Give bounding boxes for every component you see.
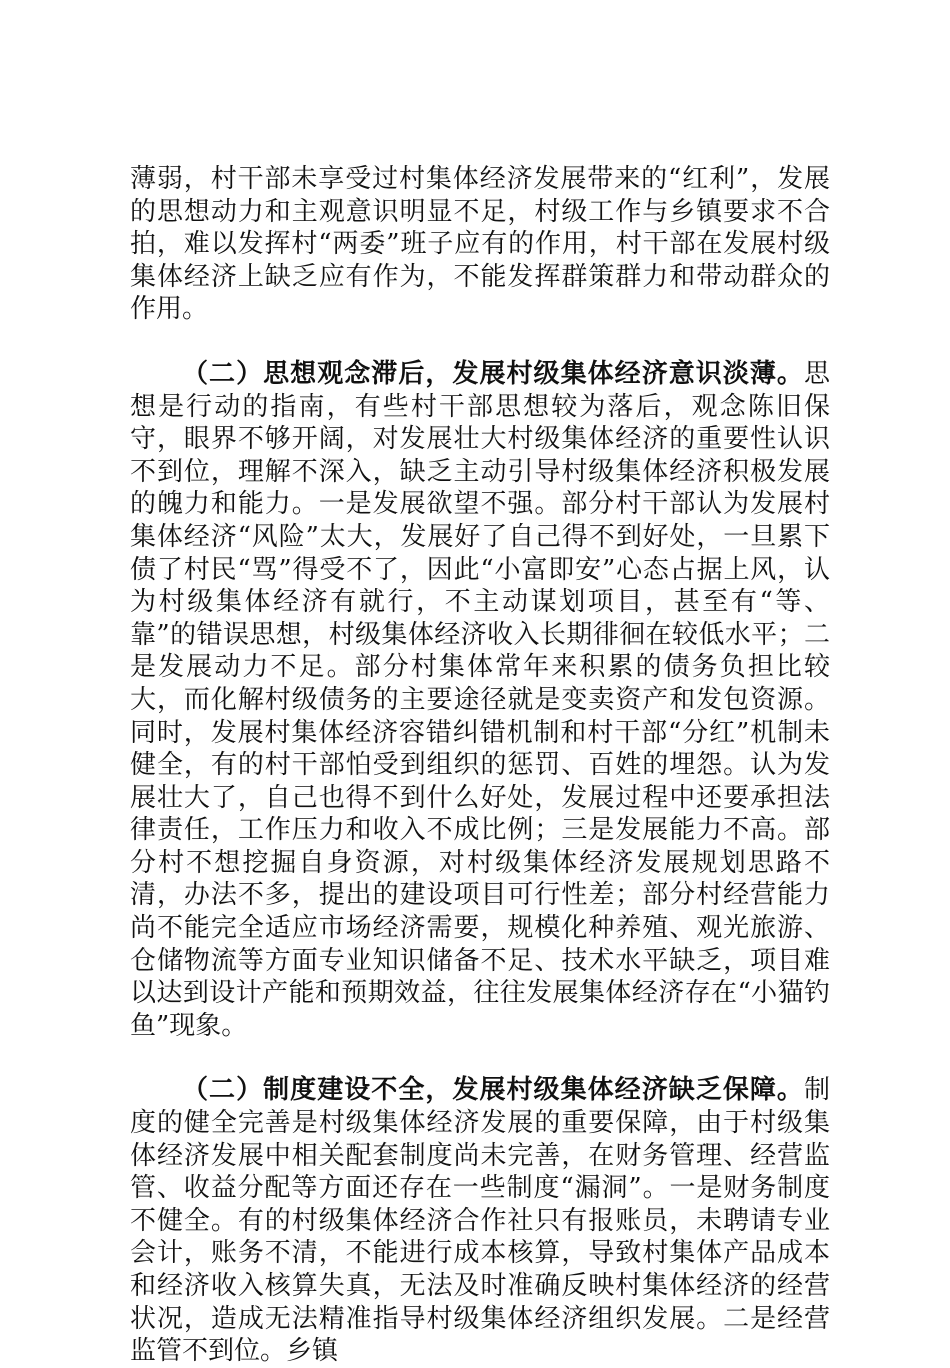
paragraph-body-text: 薄弱，村干部未享受过村集体经济发展带来的“红利”，发展的思想动力和主观意识明显不足，村级工作与乡镇要求不合拍，难以发挥村“两委”班子应有的作用，村干部在发展村级集体经济上缺乏应有作为，不能发挥群策群力和带动群众的作用。 — [130, 164, 830, 325]
paragraph-ideology — [130, 358, 830, 1042]
paragraph-institution — [130, 1074, 830, 1367]
paragraph-body-text: 制度的健全完善是村级集体经济发展的重要保障，由于村级集体经济发展中相关配套制度尚未完善，在财务管理、经营监管、收益分配等方面还存在一些制度“漏洞”。一是财务制度不健全。有的村级集体经济合作社只有报账员，未聘请专业会计，账务不清，不能进行成本核算，导致村集体产品成本和经济收入核算失真，无法及时准确反映村集体经济的经营状况，造成无法精准指导村级集体经济组织发展。二是经营监管不到位。乡镇 — [130, 1075, 830, 1367]
document-body — [130, 163, 830, 1368]
paragraph-body-text: 思想是行动的指南，有些村干部思想较为落后，观念陈旧保守，眼界不够开阔，对发展壮大村级集体经济的重要性认识不到位，理解不深入，缺乏主动引导村级集体经济积极发展的魄力和能力。一是发展欲望不强。部分村干部认为发展村集体经济“风险”太大，发展好了自己得不到好处，一旦累下债了村民“骂”得受不了，因此“小富即安”心态占据上风，认为村级集体经济有就行，不主动谋划项目，甚至有“等、靠”的错误思想，村级集体经济收入长期徘徊在较低水平；二是发展动力不足。部分村集体常年来积累的债务负担比较大，而化解村级债务的主要途径就是变卖资产和发包资源。同时，发展村集体经济容错纠错机制和村干部“分红”机制未健全，有的村干部怕受到组织的惩罚、百姓的埋怨。认为发展壮大了，自己也得不到什么好处，发展过程中还要承担法律责任，工作压力和收入不成比例；三是发展能力不高。部分村不想挖掘自身资源，对村级集体经济发展规划思路不清，办法不多，提出的建设项目可行性差；部分村经营能力尚不能完全适应市场经济需要，规模化种养殖、观光旅游、仓储物流等方面专业知识储备不足、技术水平缺乏，项目难以达到设计产能和预期效益，往往发展集体经济存在“小猫钓鱼”现象。 — [130, 358, 830, 1041]
section-heading-institution: （二）制度建设不全，发展村级集体经济缺乏保障。 — [182, 1075, 804, 1106]
paragraph-continuation — [130, 163, 830, 326]
section-heading-ideology: （二）思想观念滞后，发展村级集体经济意识淡薄。 — [182, 358, 804, 389]
